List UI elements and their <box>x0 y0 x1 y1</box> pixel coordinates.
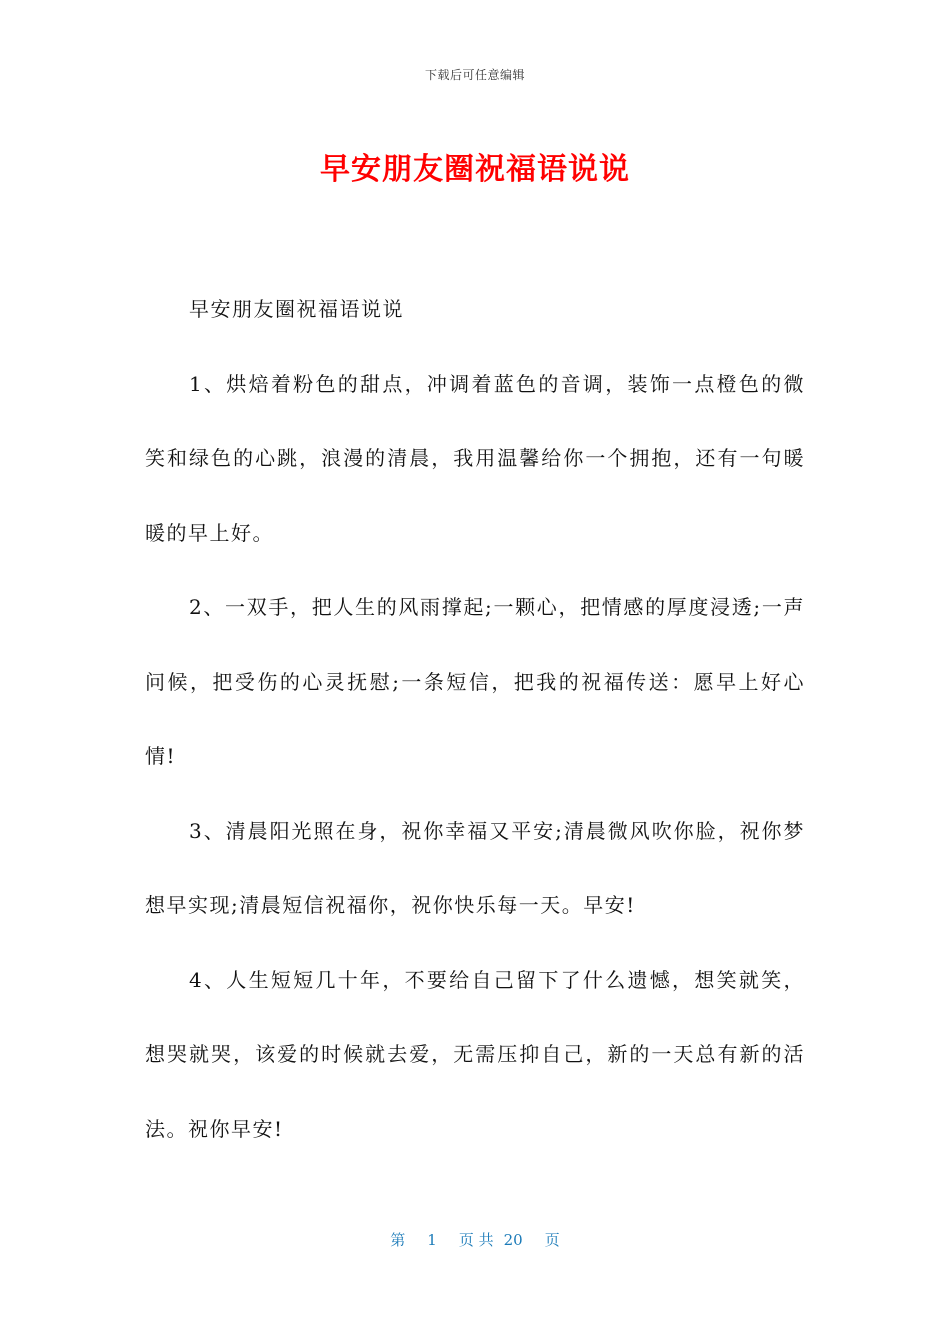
paragraph-item-1: 1、烘焙着粉色的甜点，冲调着蓝色的音调，装饰一点橙色的微笑和绿色的心跳，浪漫的清晨，我用温馨给你一个拥抱，还有一句暖暖的早上好。 <box>145 371 805 545</box>
footer-total-pages: 20 <box>503 1231 523 1249</box>
paragraph-item-3: 3、清晨阳光照在身，祝你幸福又平安;清晨微风吹你脸，祝你梦想早实现;清晨短信祝福你，祝你快乐每一天。早安! <box>145 818 805 917</box>
paragraph-item-4: 4、人生短短几十年，不要给自己留下了什么遗憾，想笑就笑，想哭就哭，该爱的时候就去爱，无需压抑自己，新的一天总有新的活法。祝你早安! <box>145 967 805 1141</box>
footer-middle: 页 共 <box>458 1231 494 1249</box>
paragraph-item-2: 2、一双手，把人生的风雨撑起;一颗心，把情感的厚度浸透;一声问候，把受伤的心灵抚慰;一条短信，把我的祝福传送：愿早上好心情! <box>145 595 805 768</box>
footer-prefix: 第 <box>390 1231 406 1249</box>
footer-suffix: 页 <box>544 1231 560 1249</box>
page-footer <box>0 1229 950 1250</box>
footer-page-number: 1 <box>427 1231 437 1249</box>
paragraph-subtitle: 早安朋友圈祝福语说说 <box>189 297 404 321</box>
header-note: 下载后可任意编辑 <box>424 68 525 82</box>
document-title: 早安朋友圈祝福语说说 <box>320 152 630 187</box>
document-body <box>145 272 805 1166</box>
